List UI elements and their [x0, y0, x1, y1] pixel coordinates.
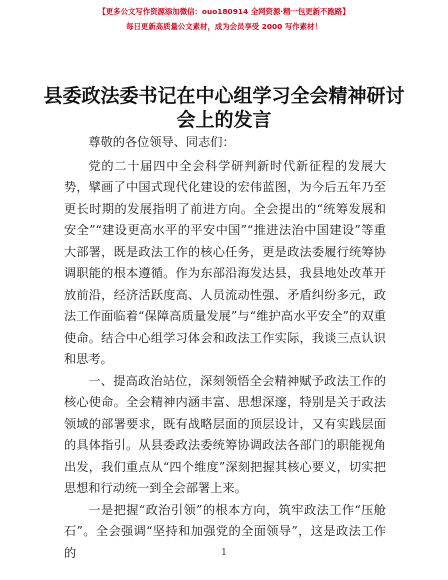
paragraph-section-1: 一、提高政治站位，深刻领悟全会精神赋予政法工作的核心使命。全会精神内涵丰富、思想深邃，特别是关于政法领域的部署要求，既有战略层面的顶层设计，又有实践层面的具体指引。从县委政法委统筹协调政法各部门的职能视角出发，我们重点从“四个维度”深刻把握其核心要义，切实把思想和行动统一到全会部署上来。 — [64, 373, 386, 495]
banner-line-2: 每日更新高质量公文素材，成为会员享受 2000 写作素材！ — [126, 22, 322, 31]
salutation: 尊敬的各位领导、同志们： — [88, 135, 235, 149]
document-title: 县委政法委书记在中心组学习全会精神研讨会上的发言 — [43, 85, 405, 131]
page-number: 1 — [221, 548, 227, 558]
header-banner — [0, 6, 448, 33]
paragraph-intro: 党的二十届四中全会科学研判新时代新征程的发展大势，擘画了中国式现代化建设的宏伟蓝图，为今后五年乃至更长时期的发展指明了前进方向。全会提出的“统筹发展和安全”“建设更高水平的平安中国”“推进法治中国建设”等重大部署，既是政法工作的核心任务，更是政法委履行统筹协调职能的根本遵循。作为东部沿海发达县，我县地处改革开放前沿，经济活跃度高、人员流动性强、矛盾纠纷多元，政法工作面临着“保障高质量发展”与“维护高水平安全”的双重使命。结合中心组学习体会和政法工作实际，我谈三点认识和思考。 — [64, 158, 386, 366]
document-body — [64, 132, 386, 564]
paragraph-point-1: 一是把握“政治引领”的根本方向，筑牢政法工作“压舱石”。全会强调“坚持和加强党的全面领导”，这是政法工作的 — [64, 502, 386, 560]
banner-line-1: 【更多公文写作资源添加微信：ouo180914 全网资源·精一包更新不跑路】 — [98, 7, 350, 16]
